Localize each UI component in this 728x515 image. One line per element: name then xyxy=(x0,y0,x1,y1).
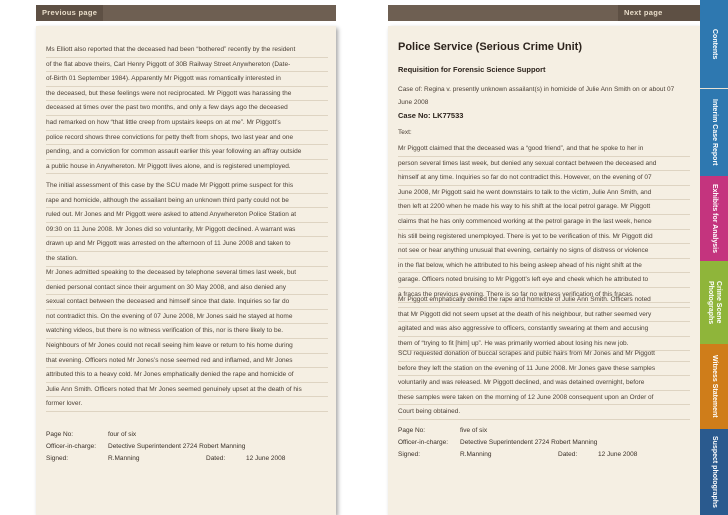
text-line: 09:30 on 11 June 2008. Mr Jones did so voluntarily, Mr Piggott declined. A warrant was xyxy=(46,223,328,238)
right-paragraph-3 xyxy=(398,347,690,420)
dated-label: Dated: xyxy=(558,451,578,458)
text-line: SCU requested donation of buccal scrapes and pubic hairs from Mr Jones and Mr Piggott xyxy=(398,347,690,362)
right-page-footer xyxy=(398,425,637,461)
text-line: claims that he has only commenced working at the petrol garage in the last week, hence xyxy=(398,215,690,230)
page-no-value: four of six xyxy=(108,431,137,438)
text-line: before they left the station on the evening of 11 June 2008. Mr Jones gave these samples xyxy=(398,362,690,377)
text-line: that evening. Officers noted Mr Jones’s nose seemed red and inflamed, and Mr Jones xyxy=(46,354,328,369)
officer-value: Detective Superintendent 2724 Robert Manning xyxy=(460,439,598,446)
text-line: person several times last week, but denied any sexual contact between the deceased and xyxy=(398,157,690,172)
page-no-label: Page No: xyxy=(46,431,74,438)
document-title: Police Service (Serious Crime Unit) xyxy=(398,41,583,53)
text-line: deceased at times over the past two months, and only a few days ago the deceased xyxy=(46,101,328,116)
text-line: a public house in Anywhereton. Mr Piggott lives alone, and is registered unemployed. xyxy=(46,160,328,175)
page-no-label: Page No: xyxy=(398,427,426,434)
text-line: himself at any time. Inquiries so far do not contradict this. However, on the evening of 07 xyxy=(398,171,690,186)
text-line: Ms Elliott also reported that the deceased had been “bothered” recently by the resident xyxy=(46,43,328,58)
text-line: drawn up and Mr Piggott was arrested on the afternoon of 11 June 2008 and taken to xyxy=(46,237,328,252)
text-line: had remarked on how “that little creep from upstairs keeps on at me”. Mr Piggott’s xyxy=(46,116,328,131)
left-paragraph-1 xyxy=(46,43,328,174)
text-line: agitated and was also aggressive to officers, constantly swearing at them and accusing xyxy=(398,322,690,337)
dated-value: 12 June 2008 xyxy=(598,451,638,458)
section-tabs xyxy=(700,0,728,515)
tab-suspect-photographs[interactable] xyxy=(700,429,728,515)
case-description: Case of: Regina v. presently unknown assailant(s) in homicide of Julie Ann Smith on or about 07 June 2008 xyxy=(398,86,675,106)
text-line: denied personal contact since their argument on 30 May 2008, and also denied any xyxy=(46,281,328,296)
text-line: not see or hear anything unusual that evening, certainly no signs of distress or violence xyxy=(398,244,690,259)
tab-crime-scene-label: Crime Scene Photographs xyxy=(707,280,722,325)
signed-label: Signed: xyxy=(398,451,421,458)
text-line: of-Birth 01 September 1984). Apparently Mr Piggott was romantically interested in xyxy=(46,72,328,87)
tab-contents[interactable] xyxy=(700,0,728,88)
text-line: the station. xyxy=(46,252,328,267)
text-line: voluntarily and was released. Mr Piggott declined, and was detained overnight, before xyxy=(398,376,690,391)
text-line: The initial assessment of this case by the SCU made Mr Piggott prime suspect for this xyxy=(46,179,328,194)
text-line: in the flat below, which he attributed to his being asleep ahead of his night shift at the xyxy=(398,259,690,274)
tab-exhibits-for-analysis[interactable] xyxy=(700,176,728,261)
officer-label: Officer-in-charge: xyxy=(46,443,97,450)
page-no-value: five of six xyxy=(460,427,488,434)
case-number: Case No: LK77533 xyxy=(398,111,464,120)
text-line: ruled out. Mr Jones and Mr Piggott were asked to attend Anywhereton Police Station at xyxy=(46,208,328,223)
signed-label: Signed: xyxy=(46,455,69,462)
text-line: these samples were taken on the morning of 12 June 2008 consequent upon an Order of xyxy=(398,391,690,406)
text-line: Mr Jones admitted speaking to the deceased by telephone several times last week, but xyxy=(46,266,328,281)
previous-page-button[interactable]: Previous page xyxy=(36,5,103,21)
tab-suspect-label: Suspect photographs xyxy=(711,436,718,508)
text-line: then left at 2200 when he made his way to his shift at the local petrol garage. Mr Piggott xyxy=(398,200,690,215)
tab-witness-statement[interactable] xyxy=(700,344,728,429)
left-page-footer xyxy=(46,429,285,465)
text-line: a fracas the previous evening. There is so far no witness verification of this fracas. xyxy=(398,288,690,303)
dated-value: 12 June 2008 xyxy=(246,455,286,462)
text-line: pending, and a conviction for common assault earlier this year following an affray outside xyxy=(46,145,328,160)
text-label: Text: xyxy=(398,129,412,136)
text-line: that Mr Piggott did not seem upset at the death of his neighbour, but rather seemed very xyxy=(398,308,690,323)
tab-exhibits-label: Exhibits for Analysis xyxy=(711,184,718,253)
tab-contents-label: Contents xyxy=(711,28,718,60)
text-line: rape and homicide, although the assailant being an unknown third party could not be xyxy=(46,194,328,209)
dated-label: Dated: xyxy=(206,455,226,462)
text-line: attributed this to a heavy cold. Mr Jones emphatically denied the rape and homicide of xyxy=(46,368,328,383)
text-line: Neighbours of Mr Jones could not recall seeing him leave or return to his home during xyxy=(46,339,328,354)
text-line: watching videos, but there is no witness verification of this, nor is there likely to be. xyxy=(46,324,328,339)
text-line: not contradict this. On the evening of 07 June 2008, Mr Jones said he stayed at home xyxy=(46,310,328,325)
text-line: June 2008, Mr Piggott said he went downstairs to talk to the victim, Julie Ann Smith, and xyxy=(398,186,690,201)
next-page-button[interactable]: Next page xyxy=(618,5,700,21)
text-line: them of “trying to fit [him] up”. He was primarily worried about losing his new job. xyxy=(398,337,690,352)
tab-crime-scene-photographs[interactable] xyxy=(700,261,728,344)
tab-interim-case-report[interactable] xyxy=(700,88,728,176)
text-line: Court being obtained. xyxy=(398,405,690,420)
tab-interim-label: Interim Case Report xyxy=(711,98,718,166)
tab-witness-label: Witness Statement xyxy=(711,355,718,418)
text-line: the deceased, but these feelings were not reciprocated. Mr Piggott was harassing the xyxy=(46,87,328,102)
text-line: of the flat above theirs, Carl Henry Piggott of 30B Railway Street Anywhereton (Date- xyxy=(46,58,328,73)
text-line: sexual contact between the deceased and himself since that date. Inquiries so far do xyxy=(46,295,328,310)
top-navigation-bar xyxy=(0,0,700,26)
officer-value: Detective Superintendent 2724 Robert Manning xyxy=(108,443,246,450)
text-line: garage. Officers noted bruising to Mr Piggott’s left eye and cheek which he attributed to xyxy=(398,273,690,288)
requisition-heading: Requisition for Forensic Science Support xyxy=(398,65,546,74)
tab-divider xyxy=(700,88,728,89)
right-paragraph-2 xyxy=(398,293,690,351)
right-paragraph-1 xyxy=(398,142,690,303)
text-line: Mr Piggott emphatically denied the rape and homicide of Julie Ann Smith. Officers noted xyxy=(398,293,690,308)
text-line: Mr Piggott claimed that the deceased was a “good friend”, and that he spoke to her in xyxy=(398,142,690,157)
signed-value: R.Manning xyxy=(108,455,140,462)
left-paragraph-3 xyxy=(46,266,328,412)
text-line: Julie Ann Smith. Officers noted that Mr Jones seemed genuinely upset at the death of his xyxy=(46,383,328,398)
right-page xyxy=(388,26,700,515)
text-line: his still being registered unemployed. There is yet to be verification of this. Mr Piggott did xyxy=(398,230,690,245)
signed-value: R.Manning xyxy=(460,451,492,458)
left-page xyxy=(36,26,336,515)
left-paragraph-2 xyxy=(46,179,328,267)
text-line: police record shows three convictions for petty theft from shops, two last year and one xyxy=(46,131,328,146)
officer-label: Officer-in-charge: xyxy=(398,439,449,446)
text-line: former lover. xyxy=(46,397,328,412)
